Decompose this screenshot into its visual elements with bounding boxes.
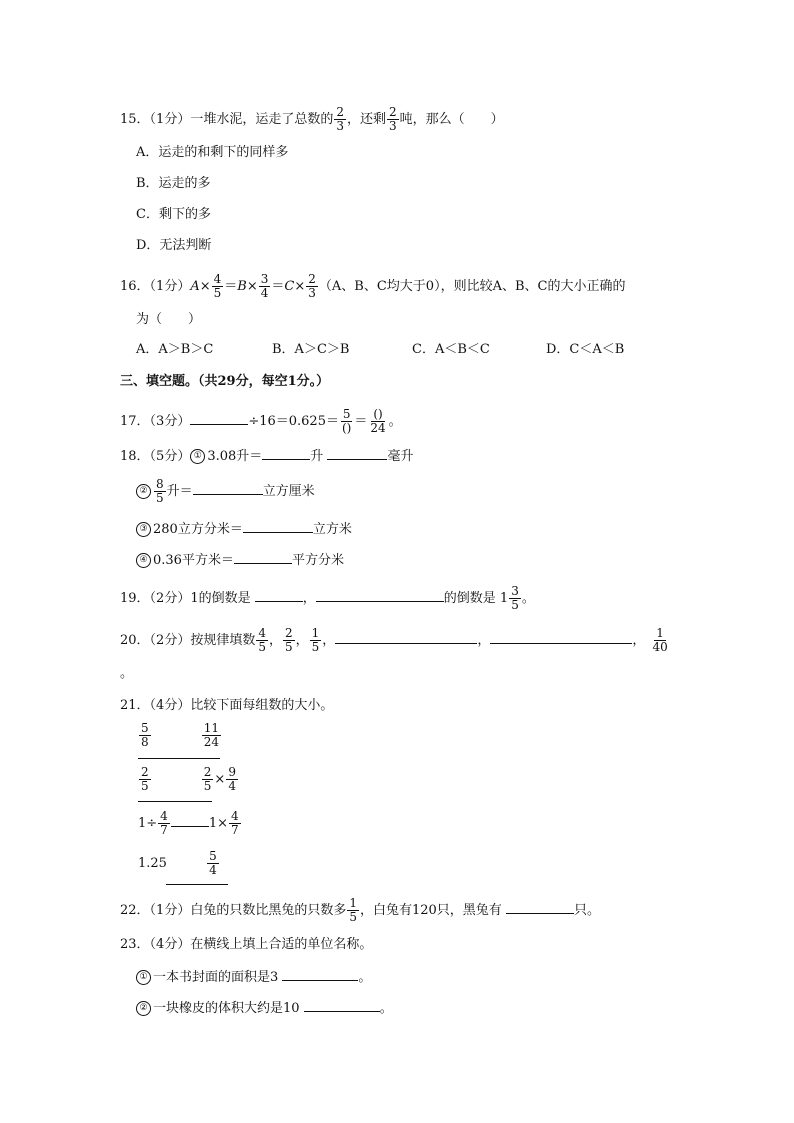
q18-item-3: ③ 280立方分米＝ 立方米 xyxy=(136,518,352,540)
answer-blank[interactable] xyxy=(166,884,228,885)
q18-item-4: ④ 0.36平方米＝ 平方分米 xyxy=(136,549,344,571)
section-heading: 三、填空题。（共29分，每空1分。） xyxy=(120,374,330,389)
q15-option-c: C．剩下的多 xyxy=(136,207,211,222)
q15-option-a: A．运走的和剩下的同样多 xyxy=(136,145,289,160)
q23-item-2: ② 一块橡皮的体积大约是10 。 xyxy=(136,997,393,1019)
fraction: $\frac{3}{5}$ xyxy=(511,584,519,612)
fraction: $\frac{4}{5}$ xyxy=(213,272,222,300)
fraction: $\frac{11}{24}$ xyxy=(203,721,220,749)
fraction: $\frac{4}{7}$ xyxy=(230,809,239,837)
fraction: $\frac{2}{3}$ xyxy=(336,105,344,133)
answer-blank[interactable] xyxy=(262,445,310,460)
q16-stem-cont: 为（ ） xyxy=(136,312,202,327)
fraction: $\frac{2}{5}$ xyxy=(203,765,212,793)
fraction: $\frac{4}{5}$ xyxy=(258,626,266,654)
answer-blank[interactable] xyxy=(171,812,209,827)
q20-stem: 20．（2分）按规律填数 $\frac{4}{5}$ ， $\frac{2}{5}$ ， $\frac{1}{5}$ ， ， ， $\frac{1}{40}$ xyxy=(120,626,668,654)
q16-stem: 16．（1分）A× $\frac{4}{5}$ ＝B× $\frac{3}{4}$ ＝C× $\frac{2}{3}$ （A、B、C均大于0），则比较A、B、C的大小正确的 xyxy=(120,272,626,300)
answer-blank[interactable] xyxy=(138,801,212,802)
q16-option-c: C．A＜B＜C xyxy=(412,342,490,357)
fraction: $\frac{1}{40}$ xyxy=(652,626,668,654)
q18-item-2: ② $\frac{8}{5}$ 升＝ 立方厘米 xyxy=(136,478,315,505)
q23-item-1: ① 一本书封面的面积是3 。 xyxy=(136,966,371,988)
answer-blank[interactable] xyxy=(243,518,313,533)
fraction: $\frac{5}{8}$ xyxy=(141,721,149,749)
answer-blank[interactable] xyxy=(327,445,387,460)
answer-blank[interactable] xyxy=(255,587,303,602)
fraction: $\frac{9}{4}$ xyxy=(228,765,236,793)
fraction: $\frac{5}{()}$ xyxy=(341,407,352,435)
q16-option-d: D．C＜A＜B xyxy=(546,342,625,357)
fraction: $\frac{2}{5}$ xyxy=(141,765,149,793)
answer-blank[interactable] xyxy=(234,549,292,564)
fraction: $\frac{4}{7}$ xyxy=(160,809,168,837)
q21-row-1 xyxy=(138,722,222,749)
fraction: $\frac{2}{5}$ xyxy=(285,626,293,654)
q17-stem: 17．（3分） ÷16＝0.625＝ $\frac{5}{()}$ ＝ $\frac{()}{24}$ 。 xyxy=(120,407,402,435)
q21-stem: 21．（4分）比较下面每组数的大小。 xyxy=(120,698,334,713)
q20-end: 。 xyxy=(120,666,134,681)
fraction: $\frac{1}{5}$ xyxy=(311,626,320,654)
q15-stem: 15．（1分）一堆水泥，运走了总数的 $\frac{2}{3}$ ，还剩 $\frac{2}{3}$ 吨，那么（ ） xyxy=(120,105,504,133)
answer-blank[interactable] xyxy=(282,966,358,981)
q15-option-d: D．无法判断 xyxy=(136,238,212,253)
q23-stem: 23．（4分）在横线上填上合适的单位名称。 xyxy=(120,937,373,952)
fraction: $\frac{()}{24}$ xyxy=(370,407,386,435)
answer-blank[interactable] xyxy=(316,587,444,602)
answer-blank[interactable] xyxy=(190,410,248,425)
q21-row-2: $\frac{2}{5}$ $\frac{2}{5}$ × $\frac{9}{4}$ xyxy=(141,765,236,793)
q18-item-1: 18．（5分） ① 3.08升＝ 升 毫升 xyxy=(120,445,413,467)
fraction: $\frac{8}{5}$ xyxy=(156,477,164,505)
q21-row-3: 1÷ $\frac{4}{7}$ 1× $\frac{4}{7}$ xyxy=(138,809,239,837)
answer-blank[interactable] xyxy=(506,899,574,914)
fraction: $\frac{2}{3}$ xyxy=(308,272,316,300)
answer-blank[interactable] xyxy=(335,629,477,644)
answer-blank[interactable] xyxy=(193,480,263,495)
q22-stem: 22．（1分）白兔的只数比黑兔的只数多 $\frac{1}{5}$ ，白兔有120只，黑兔有 只。 xyxy=(120,896,600,924)
q15-option-b: B．运走的多 xyxy=(136,176,211,191)
fraction: $\frac{2}{3}$ xyxy=(389,105,397,133)
q16-option-b: B．A＞C＞B xyxy=(272,342,350,357)
fraction: $\frac{5}{4}$ xyxy=(209,849,217,877)
fraction: $\frac{1}{5}$ xyxy=(349,896,357,924)
q21-row-4: 1.25 $\frac{5}{4}$ xyxy=(138,849,217,877)
answer-blank[interactable] xyxy=(304,997,380,1012)
answer-blank[interactable] xyxy=(490,629,632,644)
q19-stem: 19．（2分）1的倒数是 ， 的倒数是 1 $\frac{3}{5}$ 。 xyxy=(120,584,535,612)
fraction: $\frac{3}{4}$ xyxy=(260,272,269,300)
q16-option-a: A．A＞B＞C xyxy=(136,342,214,357)
answer-blank[interactable] xyxy=(138,758,220,759)
